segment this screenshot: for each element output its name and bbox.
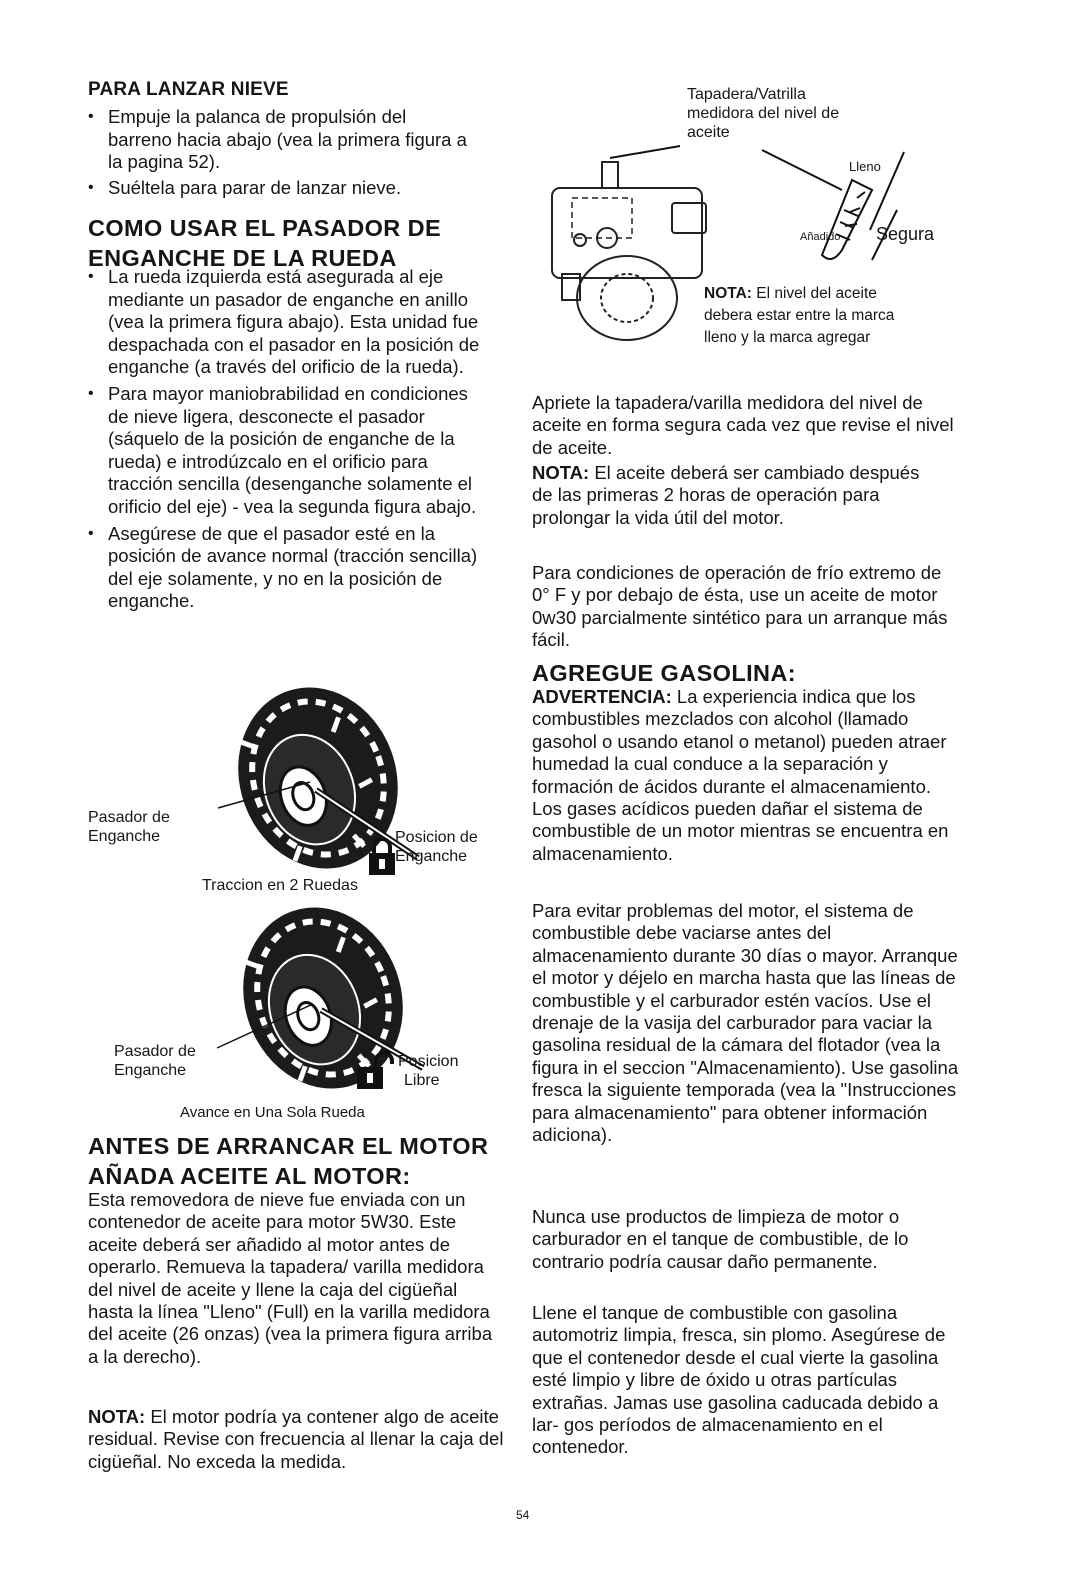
frio-paragraph: Para condiciones de operación de frío extremo de 0° F y por debajo de ésta, use un aceite de motor 0w30 parcialmente sintético para un arranque más fácil. [532, 562, 948, 651]
evitar-paragraph: Para evitar problemas del motor, el sistema de combustible debe vaciarse antes del almacenamiento durante 30 días o mayor. Arranque el motor y déjelo en marcha hasta que las líneas de combustible y el carburador estén vacíos. Use el drenaje de la vasija del carburador para vaciar la gasolina residual de la cámara del flotador (vea la figura in el seccion "Almacenamiento). Use gasolina fresca la siguiente temporada (vea la "Instrucciones para almacenamiento" para obtener información adiciona). [532, 900, 959, 1146]
nunca-paragraph: Nunca use productos de limpieza de motor o carburador en el tanque de combustible, de lo contrario podría causar daño permanente. [532, 1206, 909, 1272]
fig1-position-label: Posicion de Enganche [395, 829, 478, 865]
nota-paragraph: NOTA: El motor podría ya contener algo de aceite residual. Revise con frecuencia al llenar la caja del cigüeñal. No exceda la medida. [88, 1406, 504, 1472]
apriete-paragraph: Apriete la tapadera/varilla medidora del nivel de aceite en forma segura cada vez que revise el nivel de aceite. [532, 392, 954, 458]
cap-label: Tapadera/Vatrilla medidora del nivel de aceite [687, 86, 840, 141]
engine-illustration [532, 148, 732, 348]
anadido-label: Añadido [800, 231, 841, 243]
list-item: • La rueda izquierda está asegurada al eje mediante un pasador de enganche en anillo (vea la primera figura abajo). Esta unidad fue despachada con el pasador en la posición de enganche (a través del orificio de la rueda). [88, 266, 480, 378]
lock-open-icon [356, 1050, 392, 1090]
fig2-caption: Avance en Una Sola Rueda [180, 1104, 365, 1121]
list-item: • Suéltela para parar de lanzar nieve. [88, 176, 402, 198]
heading-lanzar-nieve: PARA LANZAR NIEVE [88, 79, 289, 100]
list-item: • Empuje la palanca de propulsión del barreno hacia abajo (vea la primera figura a la pagina 52). [88, 106, 467, 173]
heading-gasolina: AGREGUE GASOLINA: [532, 660, 797, 686]
wheel-free-illustration [193, 898, 433, 1098]
lock-closed-icon [368, 836, 396, 876]
list-item: • Asegúrese de que el pasador esté en la posición de avance normal (tracción sencilla) del eje solamente, y no en la posición de enganche. [88, 522, 478, 612]
heading-pasador: COMO USAR EL PASADOR DE ENGANCHE DE LA RUEDA [88, 215, 442, 271]
dipstick-illustration [752, 140, 922, 280]
advertencia-paragraph: ADVERTENCIA: La experiencia indica que los combustibles mezclados con alcohol (llamado gasohol o usando etanol o metanol) pueden atraer humedad la cual conduce a la separación y formación de ácidos durante el almacenamiento. Los gases acídicos pueden dañar el sistema de combustible de un motor mientras se encuentra en almacenamiento. [532, 686, 949, 864]
fig2-pin-label: Pasador de Enganche [114, 1043, 196, 1079]
heading-antes-de-arrancar: ANTES DE ARRANCAR EL MOTOR AÑADA ACEITE AL MOTOR: [88, 1133, 489, 1189]
fig2-position-label: Posicion Libre [398, 1053, 459, 1089]
lanzar-bullet-list [88, 106, 508, 199]
fig1-pin-label: Pasador de Enganche [88, 809, 170, 845]
lleno-label: Lleno [849, 159, 881, 174]
llene-paragraph: Llene el tanque de combustible con gasolina automotriz limpia, fresca, sin plomo. Asegúrese de que el contenedor desde el cual vierte la gasolina esté limpio y libre de óxido u otras partículas extrañas. Jamas use gasolina caducada debido a lar- gos períodos de almacenamiento en el contenedor. [532, 1302, 946, 1458]
pasador-bullet-list [88, 266, 493, 613]
list-item: • Para mayor maniobrabilidad en condiciones de nieve ligera, desconecte el pasador (sáquelo de la posición de enganche de la rueda) e introdúzcalo en el orificio para tracción sencilla (desenganche solamente el orificio del eje) - vea la segunda figura abajo. [88, 382, 477, 517]
engine-nota: NOTA: El nivel del aceite debera estar entre la marca lleno y la marca agregar [704, 285, 895, 346]
segura-label: Segura [876, 224, 935, 244]
page-number: 54 [516, 1508, 530, 1522]
nota2-paragraph: NOTA: El aceite deberá ser cambiado después de las primeras 2 horas de operación para prolongar la vida útil del motor. [532, 462, 920, 528]
fig1-caption: Traccion en 2 Ruedas [202, 877, 358, 894]
antes-paragraph: Esta removedora de nieve fue enviada con un contenedor de aceite para motor 5W30. Este aceite deberá ser añadido al motor antes de operarlo. Remueva la tapadera/ varilla medidora del nivel de aceite y llene la caja del cigüeñal hasta la línea "Lleno" (Full) en la varilla medidora del aceite (26 onzas) (vea la primera figura arriba a la derecho). [88, 1189, 493, 1367]
